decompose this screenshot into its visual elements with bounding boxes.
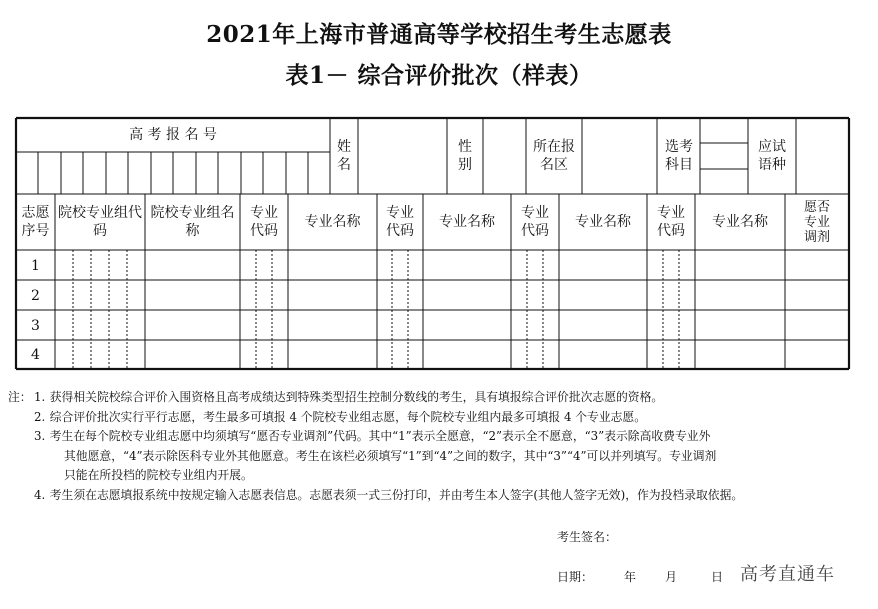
- district-label: 所在报名区: [533, 139, 575, 173]
- note-text: 综合评价批次实行平行志愿，考生最多可填报 4 个院校专业组志愿，每个院校专业组内最多可填报 4 个专业志愿。: [49, 409, 647, 424]
- col-header-major-name-3: 专业名称: [575, 214, 631, 230]
- day-label: 日: [711, 570, 724, 584]
- note-text: 考生在每个院校专业组志愿中均须填写“愿否专业调剂”代码。其中“1”表示全愿意，“2”表示全不愿意，“3”表示除高收费专业外: [49, 429, 711, 443]
- row-number: 3: [31, 317, 40, 334]
- subjects-label: 选考科目: [665, 139, 693, 173]
- note-item: [8, 388, 870, 408]
- gender-label: 性别: [458, 139, 472, 173]
- col-header-major-code-1: 专业代码: [250, 205, 278, 239]
- date-label: 日期：: [557, 570, 594, 584]
- year-label: 年: [624, 570, 637, 584]
- row-number: 2: [31, 287, 40, 304]
- form-subtitle: 表1－ 综合评价批次（样表）: [285, 62, 593, 89]
- note-text: 只能在所投档的院校专业组内开展。: [64, 468, 253, 482]
- name-label: 姓名: [337, 139, 351, 173]
- note-item: [8, 427, 870, 447]
- note-text: 其他愿意，“4”表示除医科专业外其他愿意。考生在该栏必须填写“1”到“4”之间的数字，其中“3”“4”可以并列填写。专业调剂: [64, 448, 717, 463]
- note-number: 1.: [34, 390, 46, 404]
- col-header-major-code-3: 专业代码: [521, 205, 549, 239]
- form-title: 2021年上海市普通高等学校招生考生志愿表: [206, 21, 672, 48]
- note-continuation: [8, 466, 870, 486]
- col-header-major-code-4: 专业代码: [657, 205, 685, 239]
- note-text: 获得相关院校综合评价入围资格且高考成绩达到特殊类型招生控制分数线的考生，具有填报综合评价批次志愿的资格。: [49, 390, 664, 404]
- col-header-major-name-4: 专业名称: [712, 214, 768, 230]
- watermark-text: 高考直通车: [740, 564, 835, 585]
- col-header-seq: 志愿序号: [21, 205, 50, 239]
- row-number: 4: [31, 347, 40, 363]
- note-text: 考生须在志愿填报系统中按规定输入志愿表信息。志愿表须一式三份打印，并由考生本人签字(其他人签字无效)，作为投档录取依据。: [49, 487, 744, 502]
- signature-label: 考生签名：: [557, 530, 618, 544]
- note-item: [8, 408, 870, 428]
- note-number: 3.: [34, 429, 46, 443]
- note-number: 2.: [34, 409, 46, 424]
- col-header-major-name-2: 专业名称: [439, 214, 495, 230]
- col-header-group-code: 院校专业组代码: [58, 205, 142, 239]
- row-number: 1: [31, 257, 40, 274]
- note-item: [8, 486, 870, 506]
- exam-number-label: 高 考 报 名 号: [129, 127, 217, 143]
- note-continuation: [8, 447, 870, 467]
- language-label: 应试语种: [758, 139, 786, 173]
- note-number: 4.: [34, 487, 46, 502]
- col-header-adjust: 愿否专业调剂: [803, 199, 830, 245]
- notes-section: [8, 388, 870, 505]
- month-label: 月: [665, 570, 678, 584]
- col-header-major-code-2: 专业代码: [386, 205, 414, 239]
- notes-prefix: 注：: [8, 390, 32, 404]
- col-header-major-name-1: 专业名称: [304, 214, 361, 230]
- col-header-group-name: 院校专业组名称: [150, 205, 235, 239]
